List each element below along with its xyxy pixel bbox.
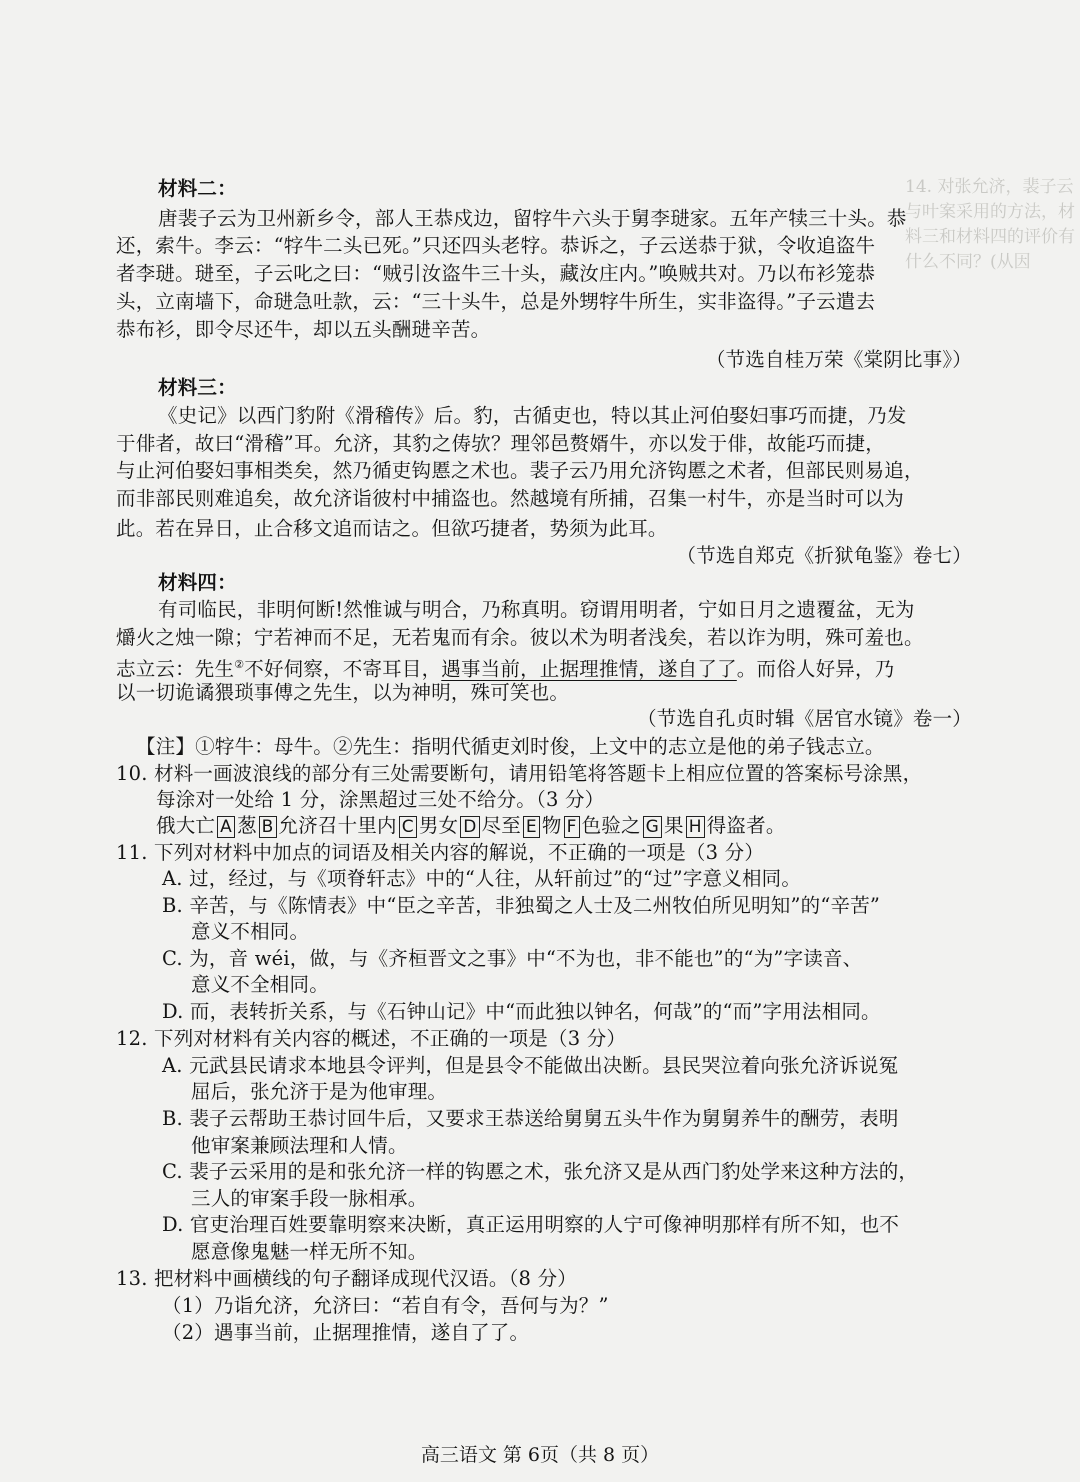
q11-option-a[interactable]: A. 过，经过，与《项脊轩志》中的“人往，从轩前过”的“过”字意义相同。	[162, 867, 802, 890]
segment: 男女	[418, 814, 459, 837]
segment: 葱	[236, 814, 257, 837]
q12-option-b-cont: 他审案兼顾法理和人情。	[191, 1134, 408, 1157]
option-box-b[interactable]: B	[259, 816, 277, 838]
q12-option-d-cont: 愿意像鬼魅一样无所不知。	[191, 1240, 428, 1263]
q10-stem: 10. 材料一画波浪线的部分有三处需要断句，请用铅笔将答题卡上相应位置的答案标号涂黑，	[116, 762, 923, 785]
q12-option-a[interactable]: A. 元武县民请求本地县令评判，但是县令不能做出决断。县民哭泣着向张允济诉说冤	[162, 1054, 899, 1077]
segment: 色验之	[581, 814, 641, 837]
m4-line3-a: 志立云：先生	[116, 657, 235, 681]
m2-line: 唐裴子云为卫州新乡令，部人王恭戍边，留牸牛六头于舅李琎家。五年产犊三十头。恭	[158, 207, 907, 230]
m3-line: 此。若在异日，止合移文追而诘之。但欲巧捷者，势须为此耳。	[116, 517, 668, 540]
segment: 果	[664, 814, 684, 837]
m2-source: （节选自桂万荣《棠阴比事》）	[705, 348, 972, 371]
option-box-g[interactable]: G	[643, 816, 662, 838]
m3-line: 于俳者，故曰“滑稽”耳。允济，其豹之俦欤？理邻邑赘婿牛，亦以发于俳，故能巧而捷，	[116, 432, 885, 455]
m4-heading: 材料四：	[158, 571, 237, 594]
q13-sentence-2: （2）遇事当前，止据理推情，遂自了了。	[162, 1321, 530, 1344]
m4-line: 以一切诡谲猥琐事傅之先生，以为神明，殊可笑也。	[116, 681, 570, 704]
m2-line: 者李琎。琎至，子云叱之曰：“贼引汝盗牛三十头，藏汝庄内。”唤贼共对。乃以布衫笼恭	[116, 262, 876, 285]
segment: 俄大亡	[156, 814, 216, 837]
segment: 得盗者。	[706, 814, 786, 837]
q12-option-c-cont: 三人的审案手段一脉相承。	[191, 1187, 428, 1210]
bleed-through-text: 14. 对张允济，裴子云与叶案采用的方法，材料三和材料四的评价有什么不同？(从因	[905, 177, 1075, 272]
q11-option-b[interactable]: B. 辛苦，与《陈情表》中“臣之辛苦，非独蜀之人士及二州牧伯所见明知”的“辛苦”	[162, 894, 881, 917]
m4-source: （节选自孔贞时辑《居官水镜》卷一）	[637, 707, 972, 730]
m4-line3-c: 。而俗人好异，乃	[736, 657, 895, 681]
m4-line: 有司临民，非明何断!然惟诚与明合，乃称真明。窃谓用明者，宁如日月之遗覆盆，无为	[158, 598, 915, 621]
m3-source: （节选自郑克《折狱龟鉴》卷七）	[676, 544, 972, 567]
segment: 允济召十里内	[278, 814, 397, 837]
option-box-d[interactable]: D	[460, 816, 479, 838]
option-box-e[interactable]: E	[523, 816, 540, 838]
m3-heading: 材料三：	[158, 376, 237, 399]
m2-line: 头，立南墙下，命琎急吐款，云：“三十头牛，总是外甥牸牛所生，实非盗得。”子云遣去	[116, 290, 876, 313]
m3-line: 而非部民则难追矣，故允济诣彼村中捕盗也。然越境有所捕，召集一村牛，亦是当时可以为	[116, 487, 905, 510]
footnote: 【注】①牸牛：母牛。②先生：指明代循吏刘时俊，上文中的志立是他的弟子钱志立。	[136, 735, 885, 758]
q13-stem: 13. 把材料中画横线的句子翻译成现代汉语。（8 分）	[116, 1267, 577, 1290]
option-box-c[interactable]: C	[399, 816, 417, 838]
q12-option-c[interactable]: C. 裴子云采用的是和张允济一样的钩慝之术，张允济又是从西门豹处学来这种方法的，	[162, 1160, 919, 1183]
q11-stem: 11. 下列对材料中加点的词语及相关内容的解说，不正确的一项是（3 分）	[116, 841, 765, 864]
m3-line: 《史记》以西门豹附《滑稽传》后。豹，古循吏也，特以其止河伯娶妇事巧而捷，乃发	[158, 404, 907, 427]
option-box-a[interactable]: A	[217, 816, 235, 838]
q11-option-d[interactable]: D. 而，表转折关系，与《石钟山记》中“而此独以钟名，何哉”的“而”字用法相同。	[162, 1000, 881, 1023]
q12-option-d[interactable]: D. 官吏治理百姓要靠明察来决断，真正运用明察的人宁可像神明那样有所不知，也不	[162, 1213, 900, 1236]
segment: 物	[541, 814, 562, 837]
underlined-sentence: 遇事当前，止据理推情，遂自了了	[441, 657, 737, 681]
m2-line: 还，索牛。李云：“牸牛二头已死。”只还四头老牸。恭诉之，子云送恭于狱，令收追盗牛	[116, 234, 876, 257]
q12-option-a-cont: 屈后，张允济于是为他审理。	[191, 1080, 448, 1103]
m4-line3-b: 不好伺察，不寄耳目，	[244, 657, 442, 681]
footnote-mark: ②	[234, 658, 245, 671]
m4-line-underlined	[116, 652, 894, 683]
m2-heading: 材料二：	[158, 177, 237, 200]
q13-sentence-1: （1）乃诣允济，允济曰：“若自有令，吾何与为？”	[162, 1294, 609, 1317]
segment: 尽至	[481, 814, 521, 837]
q10-segment-line	[156, 813, 786, 839]
q10-stem-2: 每涂对一处给 1 分，涂黑超过三处不给分。（3 分）	[156, 788, 605, 811]
m3-line: 与止河伯娶妇事相类矣，然乃循吏钩慝之术也。裴子云乃用允济钩慝之术者，但部民则易追，	[116, 459, 924, 482]
q12-option-b[interactable]: B. 裴子云帮助王恭讨回牛后，又要求王恭送给舅舅五头牛作为舅舅养牛的酬劳，表明	[162, 1107, 899, 1130]
m4-line: 爝火之烛一隙；宁若神而不足，无若鬼而有余。彼以术为明者浅矣，若以诈为明，殊可羞也。	[116, 626, 924, 649]
q11-option-c-cont: 意义不全相同。	[191, 973, 329, 996]
q11-option-c[interactable]: C. 为，音 wéi，做，与《齐桓晋文之事》中“不为也，非不能也”的“为”字读音、	[162, 947, 863, 970]
option-box-f[interactable]: F	[564, 816, 580, 838]
option-box-h[interactable]: H	[686, 816, 705, 838]
q11-option-b-cont: 意义不相同。	[191, 920, 310, 943]
page-footer: 高三语文 第 6页（共 8 页）	[420, 1444, 660, 1466]
m2-line: 恭布衫，即令尽还牛，却以五头酬琎辛苦。	[116, 318, 491, 341]
q12-stem: 12. 下列对材料有关内容的概述，不正确的一项是（3 分）	[116, 1027, 627, 1050]
